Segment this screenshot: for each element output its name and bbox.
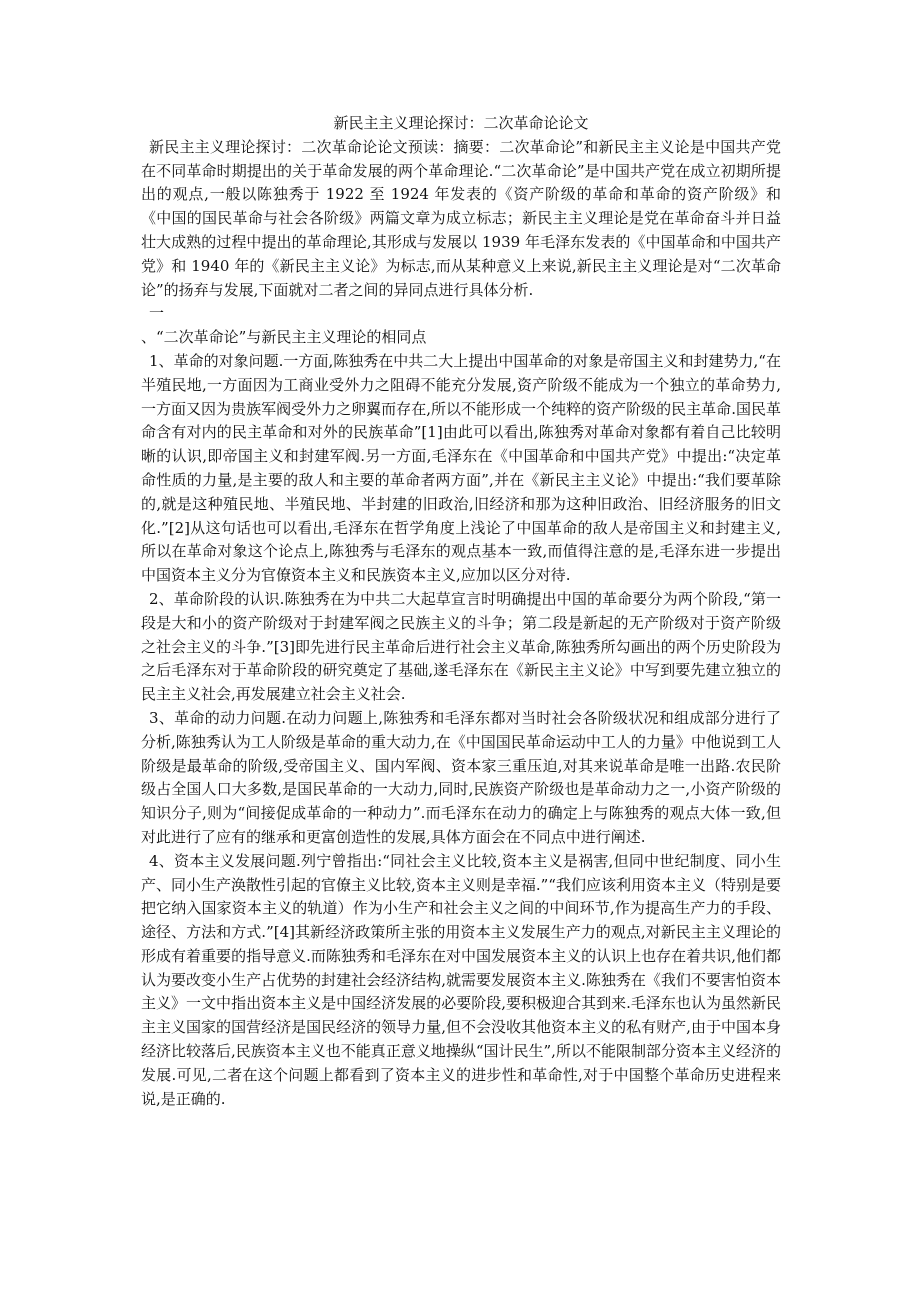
intro-paragraph: 新民主主义理论探讨：二次革命论论文预读：摘要：二次革命论”和新民主主义论是中国共产党在不同革命时期提出的关于革命发展的两个革命理论.“二次革命论”是中国共产党在成立初期所提出的观点,一般以陈独秀于 1922 至 1924 年发表的《资产阶级的革命和革命的资产阶级》和《中国的国民革命与社会各阶级》两篇文章为成立标志；新民主主义理论是党在革命奋斗并日益壮大成熟的过程中提出的革命理论,其形成与发展以 1939 年毛泽东发表的《中国革命和中国共产党》和 1940 年的《新民主主义论》为标志,而从某种意义上来说,新民主主义理论是对“二次革命论”的扬弃与发展,下面就对二者之间的异同点进行具体分析.	[141, 137, 781, 299]
document-title: 新民主主义理论探讨：二次革命论论文	[333, 114, 589, 132]
paragraph-3: 3、革命的动力问题.在动力问题上,陈独秀和毛泽东都对当时社会各阶级状况和组成部分进行了分析,陈独秀认为工人阶级是革命的重大动力,在《中国国民革命运动中工人的力量》中他说到工人阶级是最革命的阶级,受帝国主义、国内军阀、资本家三重压迫,对其来说革命是唯一出路.农民阶级占全国人口大多数,是国民革命的一大动力,同时,民族资产阶级也是革命动力之一,小资产阶级的知识分子,则为“间接促成革命的一种动力”.而毛泽东在动力的确定上与陈独秀的观点大体一致,但对此进行了应有的继承和更富创造性的发展,具体方面会在不同点中进行阐述.	[141, 708, 781, 846]
document-page	[141, 112, 781, 1111]
paragraph-1: 1、革命的对象问题.一方面,陈独秀在中共二大上提出中国革命的对象是帝国主义和封建势力,“在半殖民地,一方面因为工商业受外力之阻碍不能充分发展,资产阶级不能成为一个独立的革命势力,一方面又因为贵族军阀受外力之卵翼而存在,所以不能形成一个纯粹的资产阶级的民主革命.国民革命含有对内的民主革命和对外的民族革命”[1]由此可以看出,陈独秀对革命对象都有着自己比较明晰的认识,即帝国主义和封建军阀.另一方面,毛泽东在《中国革命和中国共产党》中提出:“决定革命性质的力量,是主要的敌人和主要的革命者两方面”,并在《新民主主义论》中提出:“我们要革除的,就是这种殖民地、半殖民地、半封建的旧政治,旧经济和那为这种旧政治、旧经济服务的旧文化.”[2]从这句话也可以看出,毛泽东在哲学角度上浅论了中国革命的敌人是帝国主义和封建主义,所以在革命对象这个论点上,陈独秀与毛泽东的观点基本一致,而值得注意的是,毛泽东进一步提出中国资本主义分为官僚资本主义和民族资本主义,应加以区分对待.	[141, 351, 781, 585]
paragraph-2: 2、革命阶段的认识.陈独秀在为中共二大起草宣言时明确提出中国的革命要分为两个阶段,“第一段是大和小的资产阶级对于封建军阀之民族主义的斗争；第二段是新起的无产阶级对于资产阶级之社会主义的斗争.”[3]即先进行民主革命后进行社会主义革命,陈独秀所勾画出的两个历史阶段为之后毛泽东对于革命阶段的研究奠定了基础,遂毛泽东在《新民主主义论》中写到要先建立独立的民主主义社会,再发展建立社会主义社会.	[141, 589, 781, 704]
section-heading: 、“二次革命论”与新民主主义理论的相同点	[141, 328, 427, 347]
section-number: 一	[149, 304, 165, 323]
paragraph-4: 4、资本主义发展问题.列宁曾指出:“同社会主义比较,资本主义是祸害,但同中世纪制度、同小生产、同小生产涣散性引起的官僚主义比较,资本主义则是幸福.”“我们应该利用资本主义（特别是要把它纳入国家资本主义的轨道）作为小生产和社会主义之间的中间环节,作为提高生产力的手段、途径、方法和方式.”[4]其新经济政策所主张的用资本主义发展生产力的观点,对新民主主义理论的形成有着重要的指导意义.而陈独秀和毛泽东在对中国发展资本主义的认识上也存在着共识,他们都认为要改变小生产占优势的封建社会经济结构,就需要发展资本主义.陈独秀在《我们不要害怕资本主义》一文中指出资本主义是中国经济发展的必要阶段,要积极迎合其到来.毛泽东也认为虽然新民主主义国家的国营经济是国民经济的领导力量,但不会没收其他资本主义的私有财产,由于中国本身经济比较落后,民族资本主义也不能真正意义地操纵“国计民生”,所以不能限制部分资本主义经济的发展.可见,二者在这个问题上都看到了资本主义的进步性和革命性,对于中国整个革命历史进程来说,是正确的.	[141, 851, 781, 1108]
